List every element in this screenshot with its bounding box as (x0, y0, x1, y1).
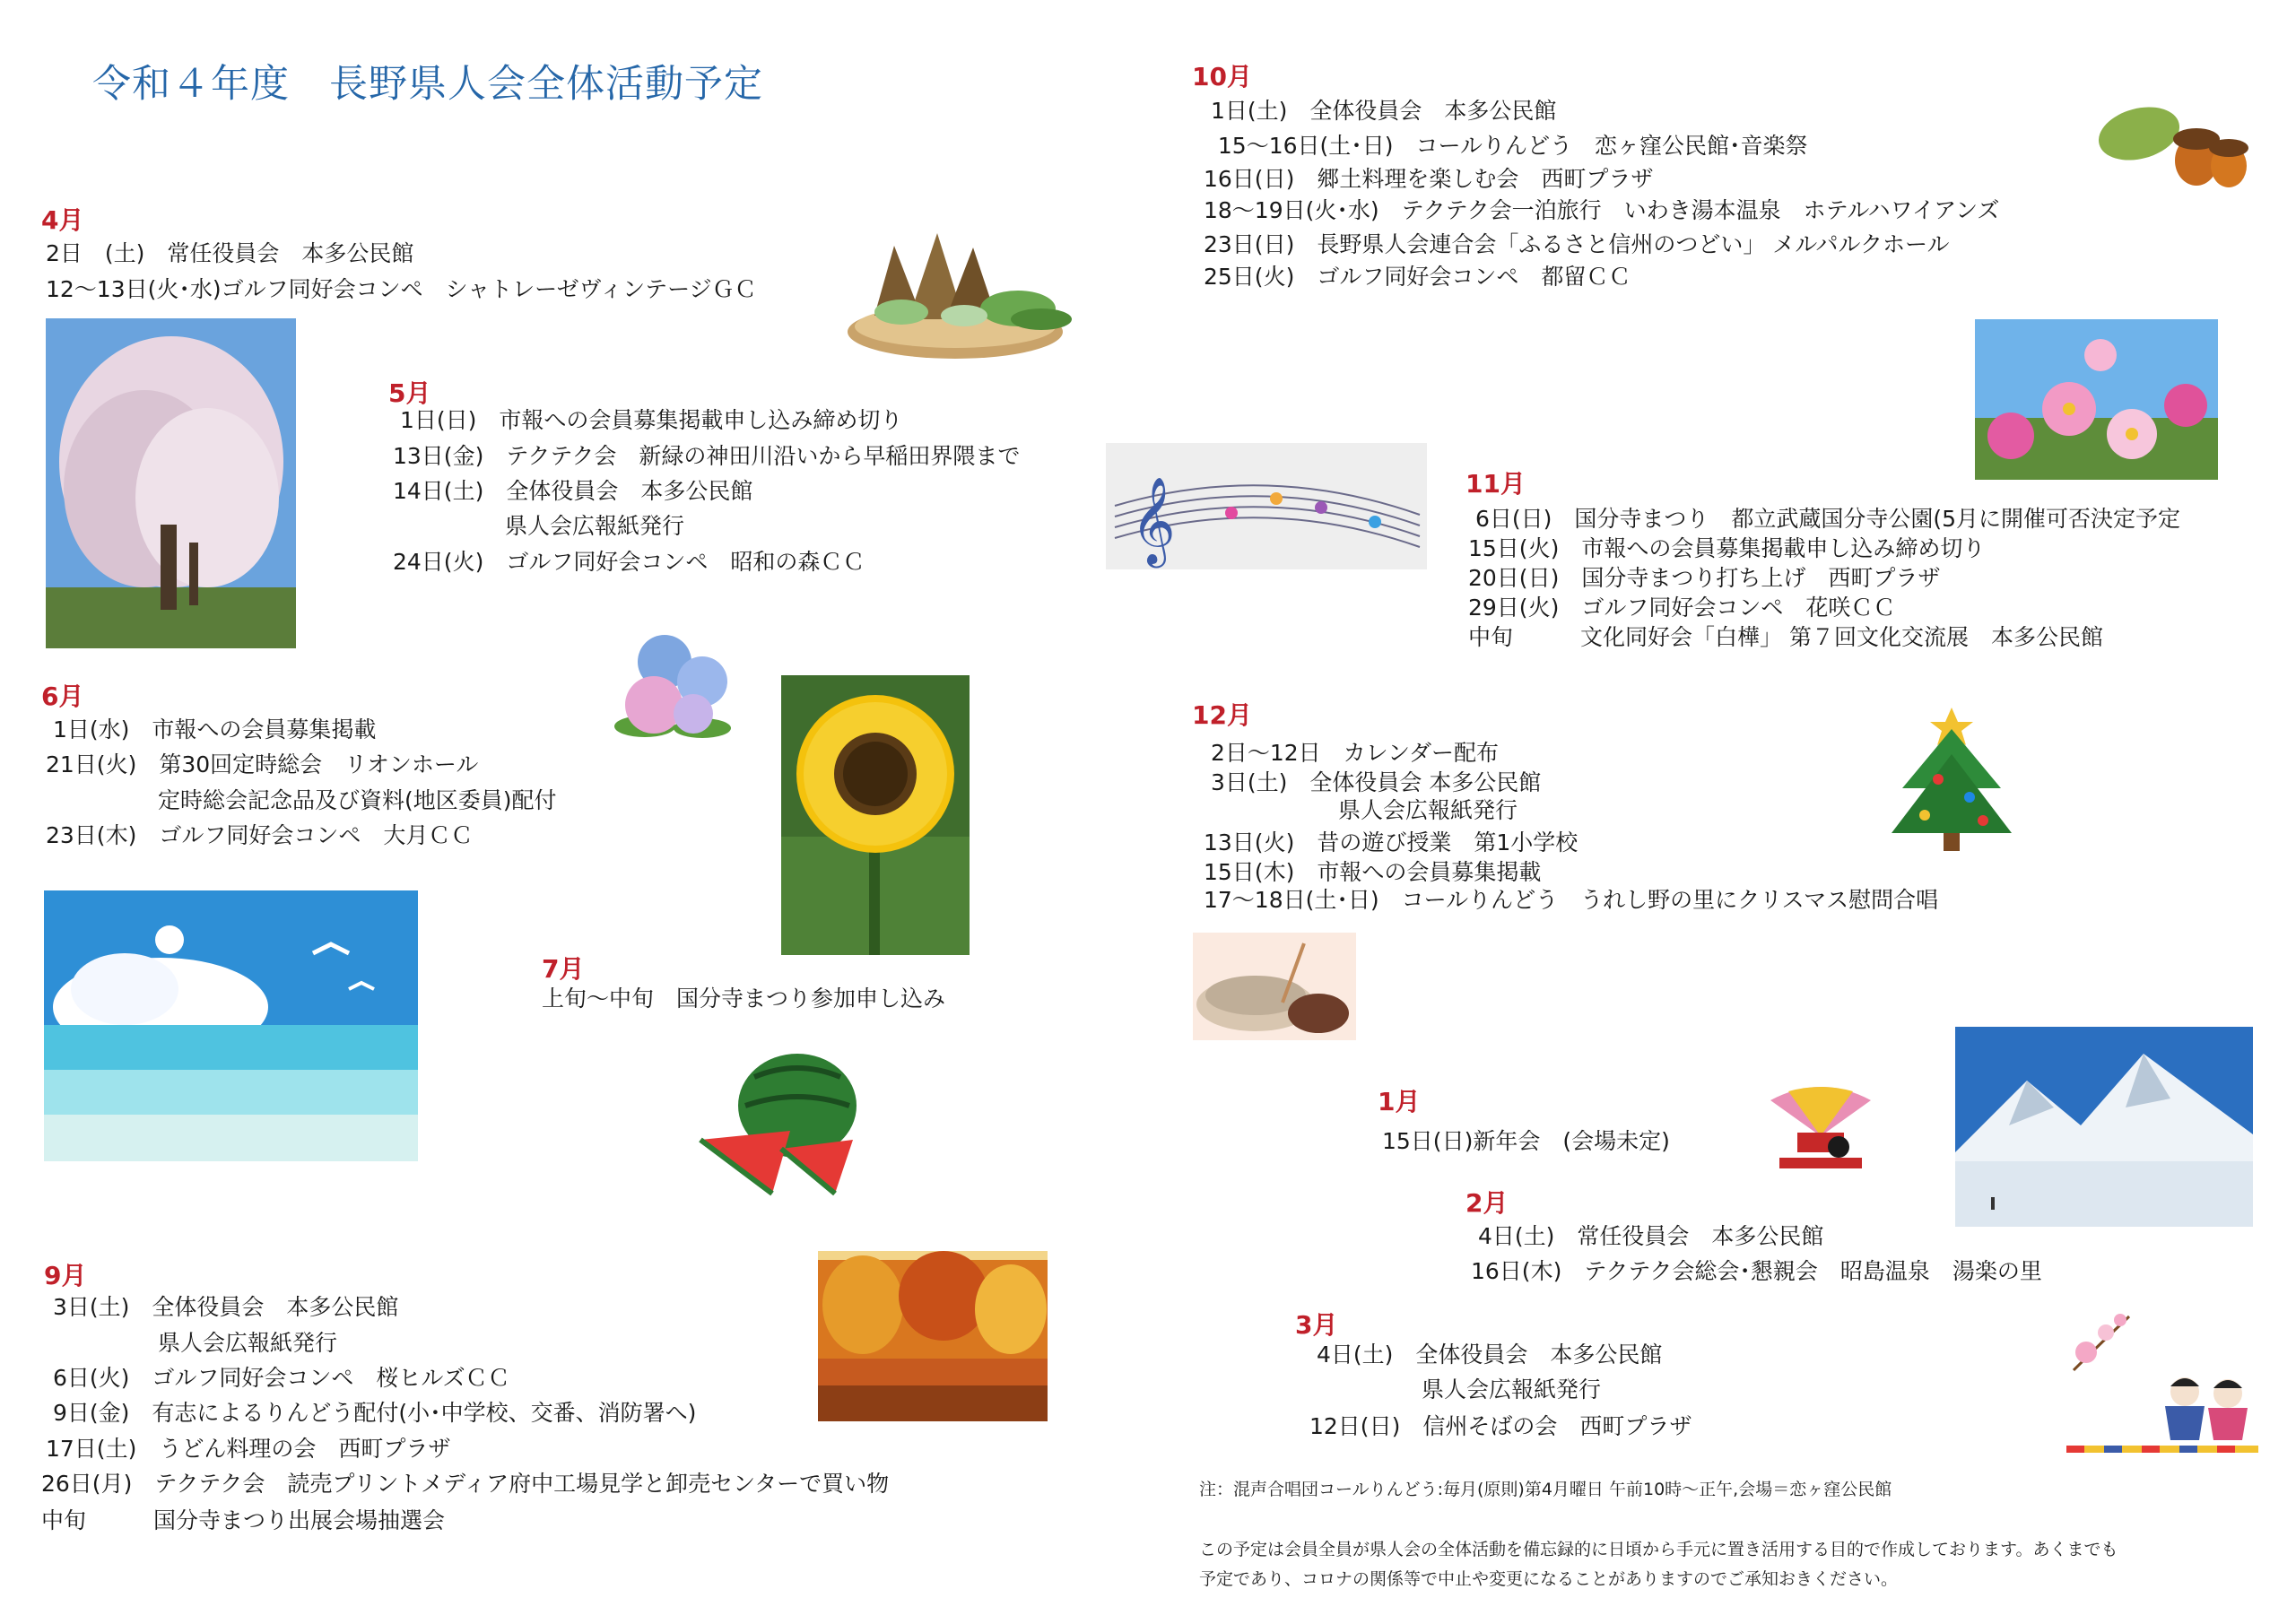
schedule-line: 17日(土) うどん料理の会 西町プラザ (46, 1436, 451, 1462)
month-heading-march: 3月 (1295, 1310, 1338, 1340)
month-heading-january: 1月 (1378, 1087, 1421, 1116)
cosmos-flowers-image (1975, 319, 2218, 480)
schedule-line: 3日(土) 全体役員会 本多公民館 (46, 1294, 399, 1320)
schedule-line: 中旬 文化同好会「白樺」 第７回文化交流展 本多公民館 (1468, 624, 2103, 650)
hydrangea-image (604, 628, 745, 749)
schedule-line: 29日(火) ゴルフ同好会コンペ 花咲ＣＣ (1468, 595, 1896, 621)
schedule-line: 2日〜12日 カレンダー配布 (1204, 740, 1500, 766)
month-heading-april: 4月 (41, 205, 84, 235)
schedule-line: 4日(土) 常任役員会 本多公民館 (1471, 1223, 1824, 1249)
schedule-line: 14日(土) 全体役員会 本多公民館 (393, 478, 753, 504)
schedule-line: 15〜16日(土･日) コールりんどう 恋ヶ窪公民館･音楽祭 (1204, 133, 1808, 159)
schedule-line: 20日(日) 国分寺まつり打ち上げ 西町プラザ (1468, 565, 1941, 591)
schedule-line: 1日(水) 市報への会員募集掲載 (46, 716, 377, 743)
schedule-line: 12日(日) 信州そばの会 西町プラザ (1309, 1413, 1692, 1439)
schedule-line: 25日(火) ゴルフ同好会コンペ 都留ＣＣ (1204, 264, 1631, 290)
schedule-line: 15日(木) 市報への会員募集掲載 (1204, 859, 1542, 885)
schedule-line: 18〜19日(火･水) テクテク会一泊旅行 いわき湯本温泉 ホテルハワイアンズ (1204, 197, 2000, 223)
schedule-line: 県人会広報紙発行 (1309, 1376, 1602, 1403)
month-heading-may: 5月 (388, 378, 431, 408)
schedule-line: 上旬〜中旬 国分寺まつり参加申し込み (542, 986, 946, 1012)
acorns-image (2094, 94, 2250, 191)
sunflower-image (781, 675, 970, 955)
watermelon-image (691, 1041, 871, 1200)
bamboo-shoots-basket-image (839, 226, 1077, 360)
sea-and-sky-image (44, 890, 418, 1161)
new-year-fan-image (1761, 1082, 1880, 1177)
schedule-line: 12〜13日(火･水)ゴルフ同好会コンペ シャトレーゼヴィンテージＧＣ (46, 276, 757, 302)
schedule-line: 16日(木) テクテク会総会･懇親会 昭島温泉 湯楽の里 (1471, 1258, 2042, 1284)
schedule-line: 中旬 国分寺まつり出展会場抽選会 (41, 1507, 446, 1533)
schedule-line: 26日(月) テクテク会 読売プリントメディア府中工場見学と卸売センターで買い物 (41, 1471, 890, 1497)
schedule-line: 3日(土) 全体役員会 本多公民館 (1204, 769, 1542, 795)
month-heading-november: 11月 (1465, 469, 1526, 499)
schedule-line: 定時総会記念品及び資料(地区委員)配付 (46, 787, 557, 813)
music-notes-image (1106, 443, 1427, 569)
schedule-line: 23日(日) 長野県人会連合会「ふるさと信州のつどい」 メルパルクホール (1204, 231, 1950, 257)
schedule-line: 6日(日) 国分寺まつり 都立武蔵国分寺公園(5月に開催可否決定予定 (1468, 506, 2181, 532)
schedule-line: 13日(火) 昔の遊び授業 第1小学校 (1204, 829, 1578, 855)
month-heading-february: 2月 (1465, 1188, 1509, 1218)
schedule-line: 15日(日)新年会 (会場未定) (1382, 1128, 1670, 1154)
schedule-line: 2日 (土) 常任役員会 本多公民館 (46, 240, 414, 266)
plum-blossom-image (2065, 1307, 2135, 1377)
disclaimer-line: この予定は会員全員が県人会の全体活動を備忘録的に日頃から手元に置き活用する目的で作成しております。あくまでも (1199, 1540, 2118, 1559)
month-heading-july: 7月 (542, 954, 585, 984)
schedule-line: 15日(火) 市報への会員募集掲載申し込み締め切り (1468, 535, 1986, 561)
schedule-line: 1日(日) 市報への会員募集掲載申し込み締め切り (393, 407, 903, 433)
hina-dolls-image (2065, 1374, 2260, 1455)
weeping-cherry-tree-image (46, 318, 296, 648)
schedule-line: 県人会広報紙発行 (393, 513, 685, 539)
schedule-line: 17〜18日(土･日) コールりんどう うれし野の里にクリスマス慰問合唱 (1204, 887, 1939, 913)
schedule-line: 県人会広報紙発行 (1204, 797, 1518, 823)
month-heading-june: 6月 (41, 682, 84, 711)
disclaimer-line: 予定であり、コロナの関係等で中止や変更になることがありますのでご承知おきください。 (1199, 1569, 1899, 1589)
schedule-line: 16日(日) 郷土料理を楽しむ会 西町プラザ (1204, 166, 1654, 192)
autumn-forest-image (818, 1251, 1048, 1421)
schedule-line: 県人会広報紙発行 (46, 1330, 338, 1356)
month-heading-october: 10月 (1192, 62, 1252, 91)
schedule-line: 24日(火) ゴルフ同好会コンペ 昭和の森ＣＣ (393, 549, 865, 575)
schedule-line: 13日(金) テクテク会 新緑の神田川沿いから早稲田界隈まで (393, 443, 1021, 469)
snowy-mountain-image (1955, 1027, 2253, 1227)
schedule-line: 1日(土) 全体役員会 本多公民館 (1204, 98, 1557, 124)
schedule-line: 9日(金) 有志によるりんどう配付(小･中学校、交番、消防署へ) (46, 1400, 697, 1426)
chorus-note: 注：混声合唱団コールりんどう:毎月(原則)第4月曜日 午前10時〜正午,会場＝恋ヶ窪公民館 (1199, 1480, 1892, 1499)
schedule-line: 4日(土) 全体役員会 本多公民館 (1309, 1342, 1663, 1368)
page-title: 令和４年度 長野県人会全体活動予定 (92, 62, 763, 107)
month-heading-december: 12月 (1192, 700, 1252, 730)
schedule-line: 6日(火) ゴルフ同好会コンペ 桜ヒルズＣＣ (46, 1365, 510, 1391)
svg-text:𝄞: 𝄞 (1131, 476, 1176, 564)
month-heading-september: 9月 (44, 1261, 87, 1290)
soba-noodles-image (1193, 933, 1356, 1040)
christmas-tree-image (1884, 699, 2020, 855)
schedule-line: 21日(火) 第30回定時総会 リオンホール (46, 751, 479, 777)
schedule-line: 23日(木) ゴルフ同好会コンペ 大月ＣＣ (46, 822, 474, 848)
